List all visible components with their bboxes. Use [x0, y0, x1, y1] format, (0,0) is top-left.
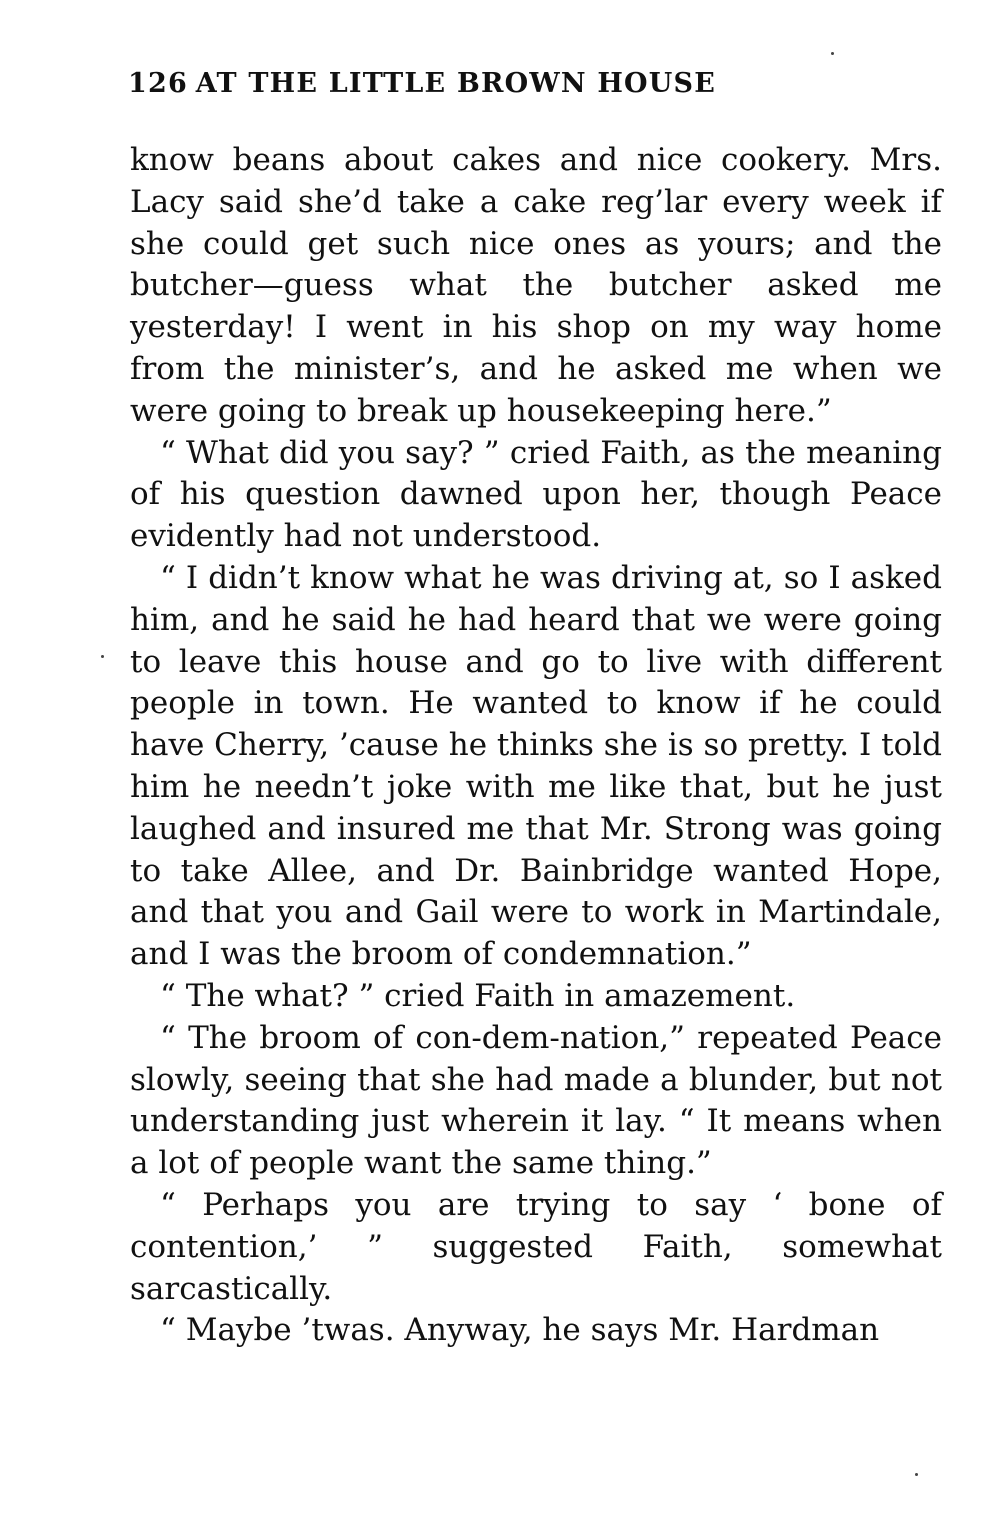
paragraph-faith-suggests: “ Perhaps you are trying to say ‘ bone of contention,’ ” suggested Faith, somewhat sarcastically. [130, 1186, 942, 1307]
running-title: AT THE LITTLE BROWN HOUSE [195, 68, 716, 99]
scan-speck-top [831, 52, 834, 55]
page-number: 126 [128, 68, 188, 99]
paragraph-continuation: know beans about cakes and nice cookery. Mrs. Lacy said she’d take a cake reg’lar every week if she could get such nice ones as yours; and the butcher—guess what the butcher asked me yesterday! I went in his shop on my way home from the minister’s, and he asked me when we were going to break up housekeeping here.” [130, 142, 942, 429]
paragraph-peace-repeats: “ The broom of con-dem-nation,” repeated Peace slowly, seeing that she had made a blunder, but not understanding just wherein it lay. “ It means when a lot of people want the same thing.” [130, 1019, 942, 1182]
page-header [128, 68, 828, 108]
paragraph-peace-maybe: “ Maybe ’twas. Anyway, he says Mr. Hardman [160, 1312, 880, 1349]
scan-speck-left [101, 655, 104, 658]
scan-speck-right [915, 1473, 918, 1476]
body-text [130, 140, 942, 1352]
paragraph-faith-amazement: “ The what? ” cried Faith in amazement. [160, 977, 796, 1014]
paragraph-peace-explanation: “ I didn’t know what he was driving at, so I asked him, and he said he had heard that we were going to leave this house and go to live with different people in town. He wanted to know if he could have Cherry, ’cause he thinks she is so pretty. I told him he needn’t joke with me like that, but he just laughed and insured me that Mr. Strong was going to take Allee, and Dr. Bainbridge wanted Hope, and that you and Gail were to work in Martindale, and I was the broom of condemnation.” [130, 559, 942, 973]
paragraph-faith-question: “ What did you say? ” cried Faith, as the meaning of his question dawned upon her, though Peace evidently had not understood. [130, 434, 942, 555]
